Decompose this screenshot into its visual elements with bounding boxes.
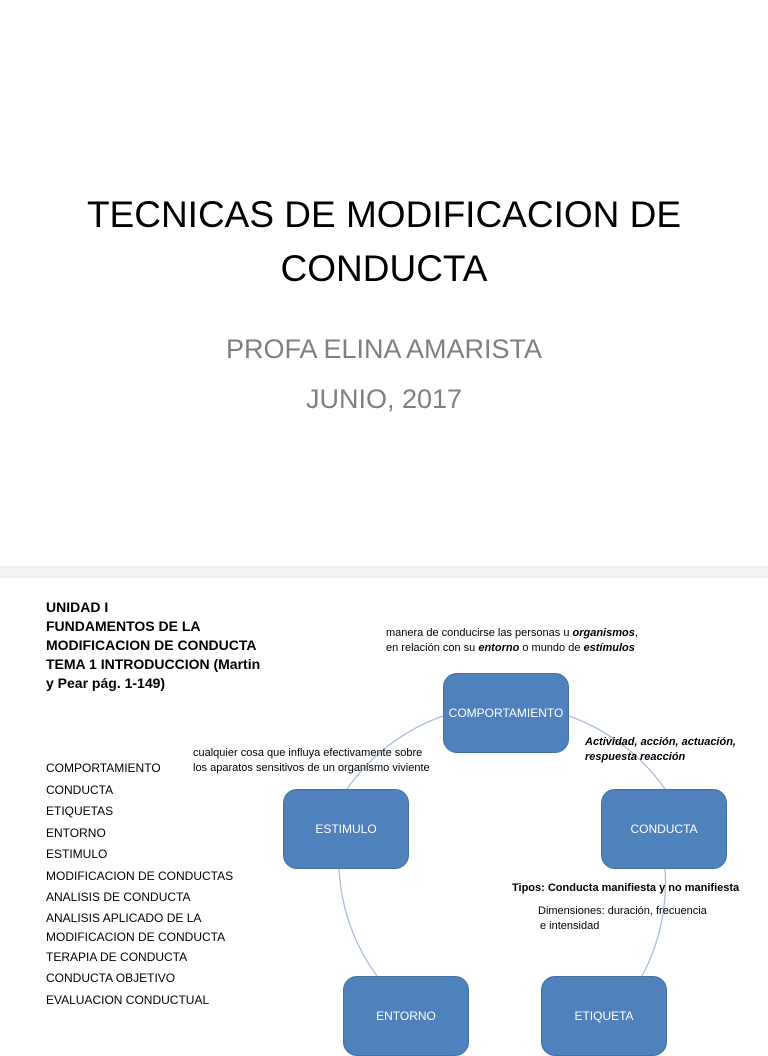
note-text: manera de conducirse las personas u xyxy=(386,627,573,639)
node-estimulo: ESTIMULO xyxy=(283,789,409,869)
note-line: e intensidad xyxy=(540,920,600,932)
content-slide xyxy=(0,578,768,1024)
unit-line-2: FUNDAMENTOS DE LA xyxy=(46,618,201,634)
unit-heading xyxy=(46,598,282,693)
estimulo-definition xyxy=(193,746,430,776)
unit-line-3: MODIFICACION DE CONDUCTA xyxy=(46,637,257,653)
node-entorno: ENTORNO xyxy=(343,976,469,1056)
term-list xyxy=(46,758,233,1011)
list-item: ANALISIS DE CONDUCTA xyxy=(46,890,191,904)
arc-est-ent xyxy=(339,869,377,976)
list-item: CONDUCTA OBJETIVO xyxy=(46,971,176,985)
node-comportamiento: COMPORTAMIENTO xyxy=(443,673,569,753)
note-emphasis: entorno xyxy=(478,642,520,654)
list-item: ANALISIS APLICADO DE LA xyxy=(46,910,202,925)
note-line: los aparatos sensitivos de un organismo viviente xyxy=(193,762,430,774)
conducta-dimensiones xyxy=(538,904,707,934)
note-line: Actividad, acción, actuación, xyxy=(585,736,736,748)
unit-line-5: y Pear pág. 1-149) xyxy=(46,675,166,691)
title-line-1: TECNICAS DE MODIFICACION DE xyxy=(86,194,682,235)
unit-line-4: TEMA 1 INTRODUCCION (Martin xyxy=(46,656,261,672)
list-item: MODIFICACION DE CONDUCTA xyxy=(46,929,226,944)
list-item: CONDUCTA xyxy=(46,782,114,797)
list-item: ENTORNO xyxy=(46,825,106,840)
list-item: TERAPIA DE CONDUCTA xyxy=(46,949,188,964)
note-text: en relación con su xyxy=(386,642,479,654)
unit-line-1: UNIDAD I xyxy=(46,599,109,615)
list-item: ETIQUETAS xyxy=(46,804,114,818)
list-item: ESTIMULO xyxy=(46,847,108,861)
list-item: COMPORTAMIENTO xyxy=(46,761,161,775)
node-conducta: CONDUCTA xyxy=(601,789,727,869)
author-name: PROFA ELINA AMARISTA xyxy=(225,334,543,364)
comportamiento-definition xyxy=(386,626,638,656)
note-emphasis: organismos xyxy=(572,627,635,639)
node-etiqueta: ETIQUETA xyxy=(541,976,667,1056)
slide-title xyxy=(30,188,738,296)
note-line: Dimensiones: duración, frecuencia xyxy=(538,905,707,917)
conducta-tipos: Tipos: Conducta manifiesta y no manifiesta xyxy=(512,882,740,894)
note-line: cualquier cosa que influya efectivamente sobre xyxy=(193,747,423,759)
list-item: EVALUACION CONDUCTUAL xyxy=(46,992,210,1007)
note-text: o mundo de xyxy=(519,642,584,654)
conducta-definition xyxy=(585,735,736,765)
list-item: MODIFICACION DE CONDUCTAS xyxy=(46,868,234,883)
note-text: , xyxy=(634,627,638,639)
note-line: respuesta reacción xyxy=(585,751,686,763)
slide-date: JUNIO, 2017 xyxy=(305,384,463,414)
note-emphasis: estímulos xyxy=(583,642,635,654)
title-line-2: CONDUCTA xyxy=(280,248,488,289)
slide-separator xyxy=(0,566,768,578)
